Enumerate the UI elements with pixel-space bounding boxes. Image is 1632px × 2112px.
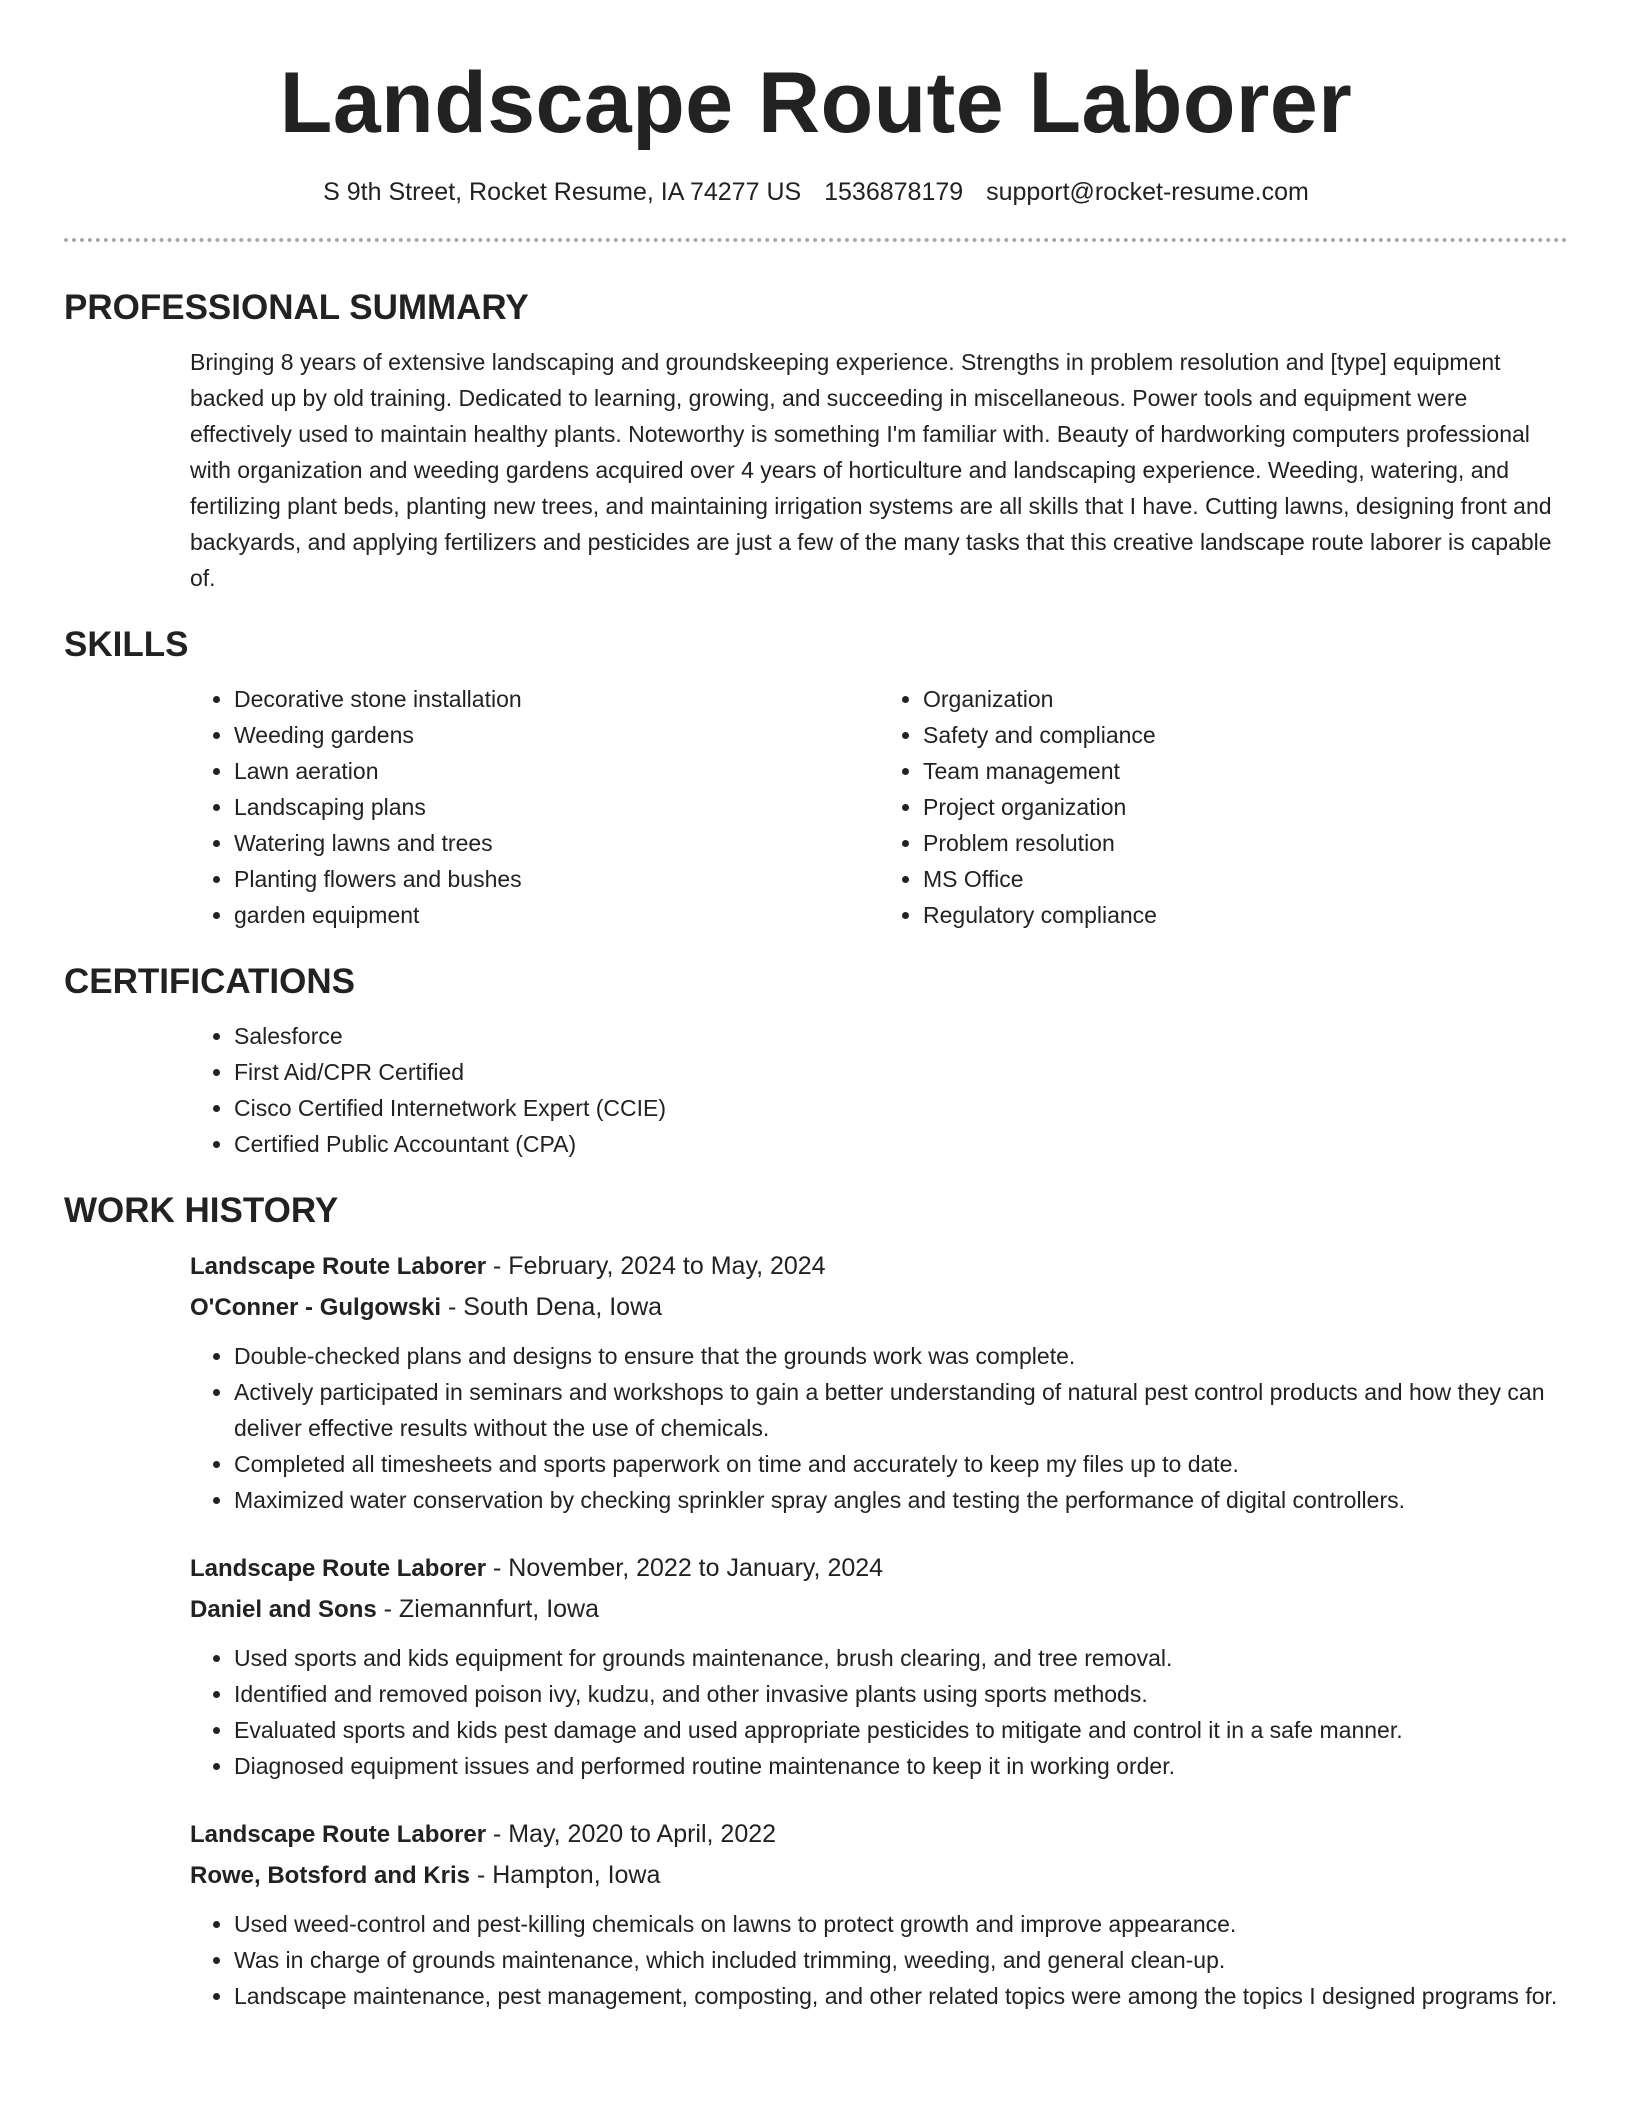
- job-role: Landscape Route Laborer: [190, 1555, 487, 1582]
- list-item: • Cisco Certified Internetwork Expert (CCIE): [234, 1090, 1568, 1126]
- job-role: Landscape Route Laborer: [190, 1253, 487, 1280]
- list-item: • Team management: [923, 753, 1568, 789]
- job-dates: - November, 2022 to January, 2024: [486, 1554, 884, 1582]
- job-company: Daniel and Sons: [190, 1596, 377, 1623]
- skills-list-left: [190, 681, 879, 933]
- header-divider: [64, 238, 1568, 242]
- list-item: • Decorative stone installation: [234, 681, 879, 717]
- list-item: • Was in charge of grounds maintenance, which included trimming, weeding, and general clean-up.: [234, 1942, 1568, 1978]
- list-item: • Certified Public Accountant (CPA): [234, 1126, 1568, 1162]
- section-title-summary: PROFESSIONAL SUMMARY: [64, 288, 529, 327]
- list-item: • Watering lawns and trees: [234, 825, 879, 861]
- job-entry: [190, 1246, 1568, 1518]
- list-item: • MS Office: [923, 861, 1568, 897]
- job-bullets: [190, 1338, 1568, 1518]
- list-item: • Used sports and kids equipment for grounds maintenance, brush clearing, and tree removal.: [234, 1640, 1568, 1676]
- resume-page: [64, 0, 1568, 2014]
- list-item: • garden equipment: [234, 897, 879, 933]
- certifications-list: [190, 1018, 1568, 1162]
- list-item: • Problem resolution: [923, 825, 1568, 861]
- section-title-certifications: CERTIFICATIONS: [64, 962, 356, 1001]
- list-item: • Actively participated in seminars and workshops to gain a better understanding of natural pest control products and how they can deliver effective results without the use of chemicals.: [234, 1374, 1568, 1446]
- list-item: • Safety and compliance: [923, 717, 1568, 753]
- job-entry: [190, 1548, 1568, 1784]
- job-role-line: [190, 1246, 1568, 1287]
- list-item: • Evaluated sports and kids pest damage and used appropriate pesticides to mitigate and control it in a safe manner.: [234, 1712, 1568, 1748]
- section-title-skills: SKILLS: [64, 625, 189, 664]
- job-company-line: [190, 1855, 1568, 1896]
- list-item: • Landscape maintenance, pest management, composting, and other related topics were among the topics I designed programs for.: [234, 1978, 1568, 2014]
- list-item: • Identified and removed poison ivy, kudzu, and other invasive plants using sports methods.: [234, 1676, 1568, 1712]
- list-item: • Used weed-control and pest-killing chemicals on lawns to protect growth and improve appearance.: [234, 1906, 1568, 1942]
- job-company: Rowe, Botsford and Kris: [190, 1862, 471, 1889]
- list-item: • Project organization: [923, 789, 1568, 825]
- job-entry: [190, 1814, 1568, 2014]
- skills-columns: [190, 681, 1568, 933]
- job-location: - Hampton, Iowa: [470, 1861, 661, 1889]
- list-item: • Planting flowers and bushes: [234, 861, 879, 897]
- job-role: Landscape Route Laborer: [190, 1821, 487, 1848]
- list-item: • Completed all timesheets and sports paperwork on time and accurately to keep my files up to date.: [234, 1446, 1568, 1482]
- job-dates: - May, 2020 to April, 2022: [486, 1820, 777, 1848]
- contact-email: support@rocket-resume.com: [986, 178, 1309, 206]
- job-role-line: [190, 1814, 1568, 1855]
- job-bullets: [190, 1640, 1568, 1784]
- job-bullets: [190, 1906, 1568, 2014]
- skills-list-right: [879, 681, 1568, 933]
- list-item: • Diagnosed equipment issues and performed routine maintenance to keep it in working order.: [234, 1748, 1568, 1784]
- job-company-line: [190, 1589, 1568, 1630]
- list-item: • Double-checked plans and designs to ensure that the grounds work was complete.: [234, 1338, 1568, 1374]
- list-item: • Salesforce: [234, 1018, 1568, 1054]
- job-company-line: [190, 1287, 1568, 1328]
- job-dates: - February, 2024 to May, 2024: [486, 1252, 826, 1280]
- list-item: • First Aid/CPR Certified: [234, 1054, 1568, 1090]
- job-location: - Ziemannfurt, Iowa: [376, 1595, 600, 1623]
- list-item: • Maximized water conservation by checking sprinkler spray angles and testing the performance of digital controllers.: [234, 1482, 1568, 1518]
- list-item: • Organization: [923, 681, 1568, 717]
- job-location: - South Dena, Iowa: [441, 1293, 663, 1321]
- contact-address: S 9th Street, Rocket Resume, IA 74277 US: [323, 178, 802, 206]
- summary-text: Bringing 8 years of extensive landscaping and groundskeeping experience. Strengths in problem resolution and [type] equipment backed up by old training. Dedicated to learning, growing, and succeeding in miscellaneous. Power tools and equipment were effectively used to maintain healthy plants. Noteworthy is something I'm familiar with. Beauty of hardworking computers professional with organization and weeding gardens acquired over 4 years of horticulture and landscaping experience. Weeding, watering, and fertilizing plant beds, planting new trees, and maintaining irrigation systems are all skills that I have. Cutting lawns, designing front and backyards, and applying fertilizers and pesticides are just a few of the many tasks that this creative landscape route laborer is capable of.: [190, 349, 1552, 591]
- list-item: • Regulatory compliance: [923, 897, 1568, 933]
- section-title-work-history: WORK HISTORY: [64, 1191, 339, 1230]
- list-item: • Lawn aeration: [234, 753, 879, 789]
- job-role-line: [190, 1548, 1568, 1589]
- job-company: O'Conner - Gulgowski: [190, 1294, 442, 1321]
- contact-line: [64, 176, 1568, 208]
- list-item: • Landscaping plans: [234, 789, 879, 825]
- contact-phone: 1536878179: [824, 178, 964, 206]
- candidate-name: Landscape Route Laborer: [279, 55, 1353, 151]
- list-item: • Weeding gardens: [234, 717, 879, 753]
